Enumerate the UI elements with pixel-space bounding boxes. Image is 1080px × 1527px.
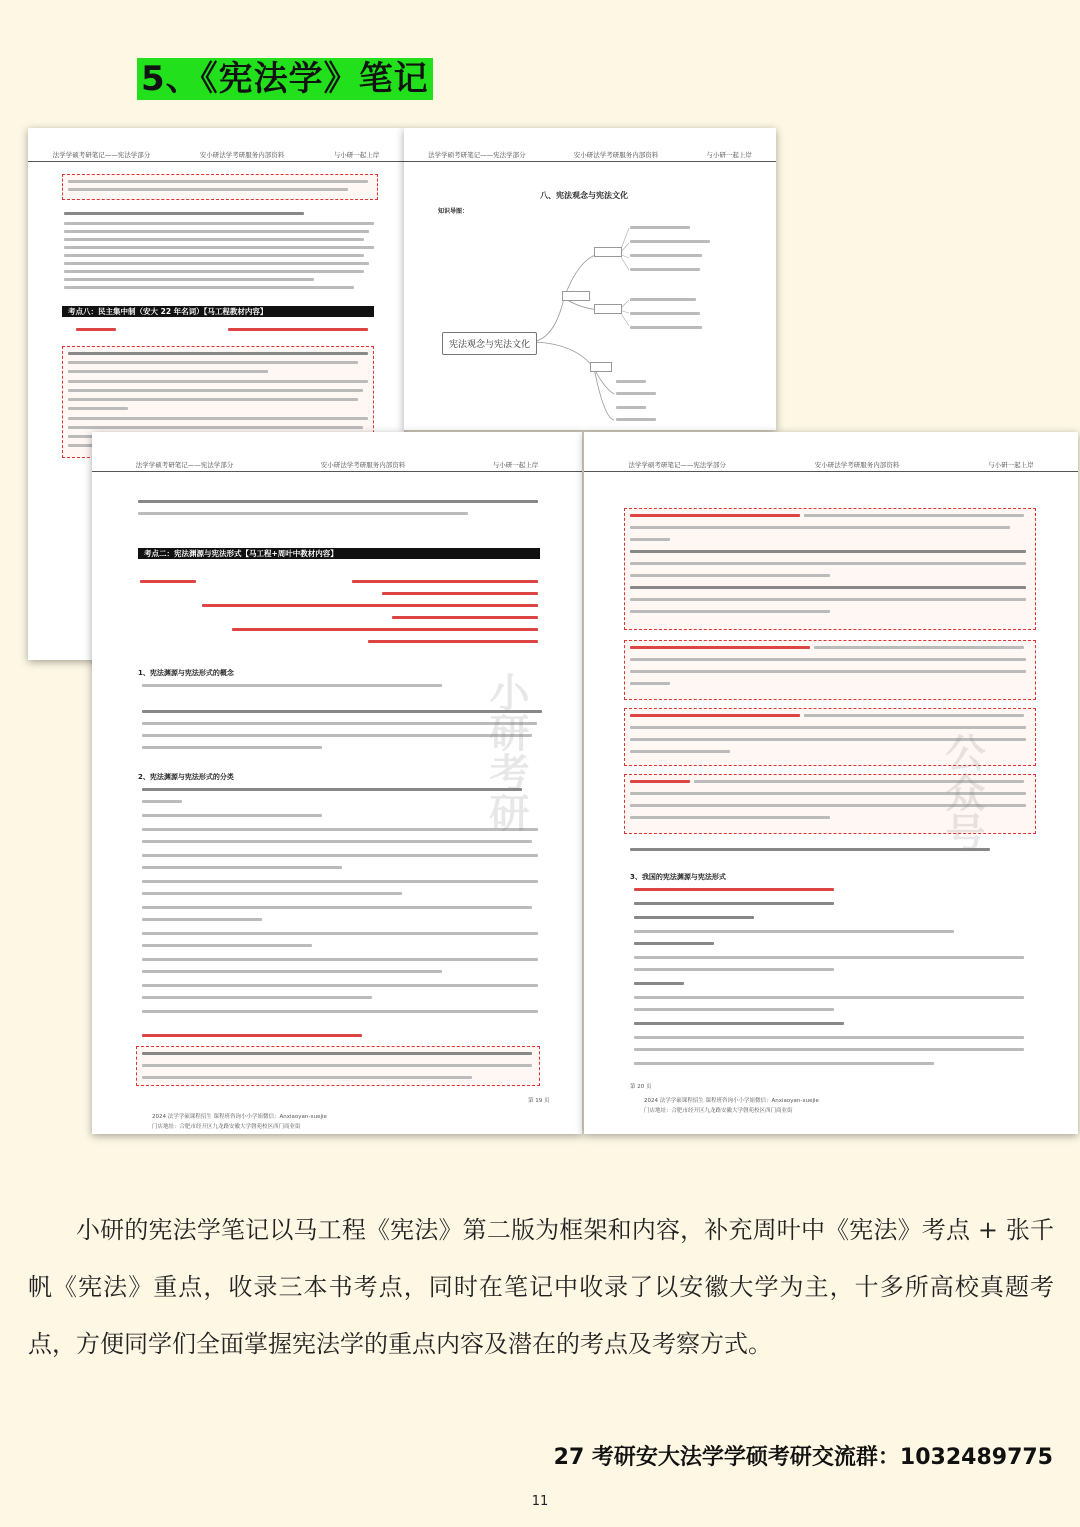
mindmap-node [594, 304, 622, 314]
page-number: 第 19 页 [528, 1098, 550, 1104]
page-header: 法学学硕考研笔记——宪法学部分 安小研法学考研服务内部资料 与小研一起上岸 [584, 460, 1078, 472]
chapter-title: 八、宪法观念与宪法文化 [540, 191, 628, 200]
mindmap-lines [404, 128, 776, 430]
mindmap-node [590, 362, 612, 372]
footer-line: 门店地址：合肥市经开区九龙路安徽大学磬苑校区西门商业街 [152, 1124, 301, 1130]
note-page-top-right [404, 128, 776, 430]
mindmap-node [562, 291, 590, 301]
section-heading: 5、《宪法学》笔记 [137, 58, 433, 100]
note-page-bottom-right [584, 432, 1078, 1134]
subsection-title: 2、宪法渊源与宪法形式的分类 [138, 773, 234, 781]
footer-line: 2024 法学学硕课程招生 课程班咨询小小学姐微信：Anxiaoyan-xuejie [152, 1114, 327, 1120]
note-page-bottom-left [92, 432, 582, 1134]
qq-group-line: 27 考研安大法学学硕考研交流群：1032489775 [553, 1445, 1053, 1470]
mindmap-node [594, 247, 622, 257]
section-bar: 考点二：宪法渊源与宪法形式【马工程+周叶中教材内容】 [138, 548, 540, 559]
page-number: 11 [531, 1494, 549, 1509]
page-header: 法学学硕考研笔记——宪法学部分 安小研法学考研服务内部资料 与小研一起上岸 [28, 150, 404, 162]
page-number: 第 20 页 [630, 1084, 652, 1090]
footer-line: 门店地址：合肥市经开区九龙路安徽大学磬苑校区西门商业街 [644, 1108, 793, 1114]
page-header: 法学学硕考研笔记——宪法学部分 安小研法学考研服务内部资料 与小研一起上岸 [92, 460, 582, 472]
mindmap-center-node: 宪法观念与宪法文化 [442, 332, 537, 355]
section-bar: 考点八：民主集中制（安大 22 年名词）【马工程教材内容】 [62, 306, 374, 317]
page-header: 法学学硕考研笔记——宪法学部分 安小研法学考研服务内部资料 与小研一起上岸 [404, 150, 776, 162]
footer-line: 2024 法学学硕课程招生 课程班咨询小小学姐微信：Anxiaoyan-xuejie [644, 1098, 819, 1104]
mindmap-label: 知识导图： [438, 208, 469, 215]
subsection-title: 1、宪法渊源与宪法形式的概念 [138, 669, 234, 677]
body-paragraph: 小研的宪法学笔记以马工程《宪法》第二版为框架和内容，补充周叶中《宪法》考点 + 张千帆《宪法》重点，收录三本书考点，同时在笔记中收录了以安徽大学为主，十多所高校真题考点，方便同学们全面掌握宪法学的重点内容及潜在的考点及考察方式。 [28, 1216, 1054, 1358]
watermark: 公众号 [939, 732, 986, 852]
watermark: 小研考研 [483, 672, 530, 832]
highlight-box [62, 174, 378, 200]
subsection-title: 3、我国的宪法渊源与宪法形式 [630, 873, 726, 881]
